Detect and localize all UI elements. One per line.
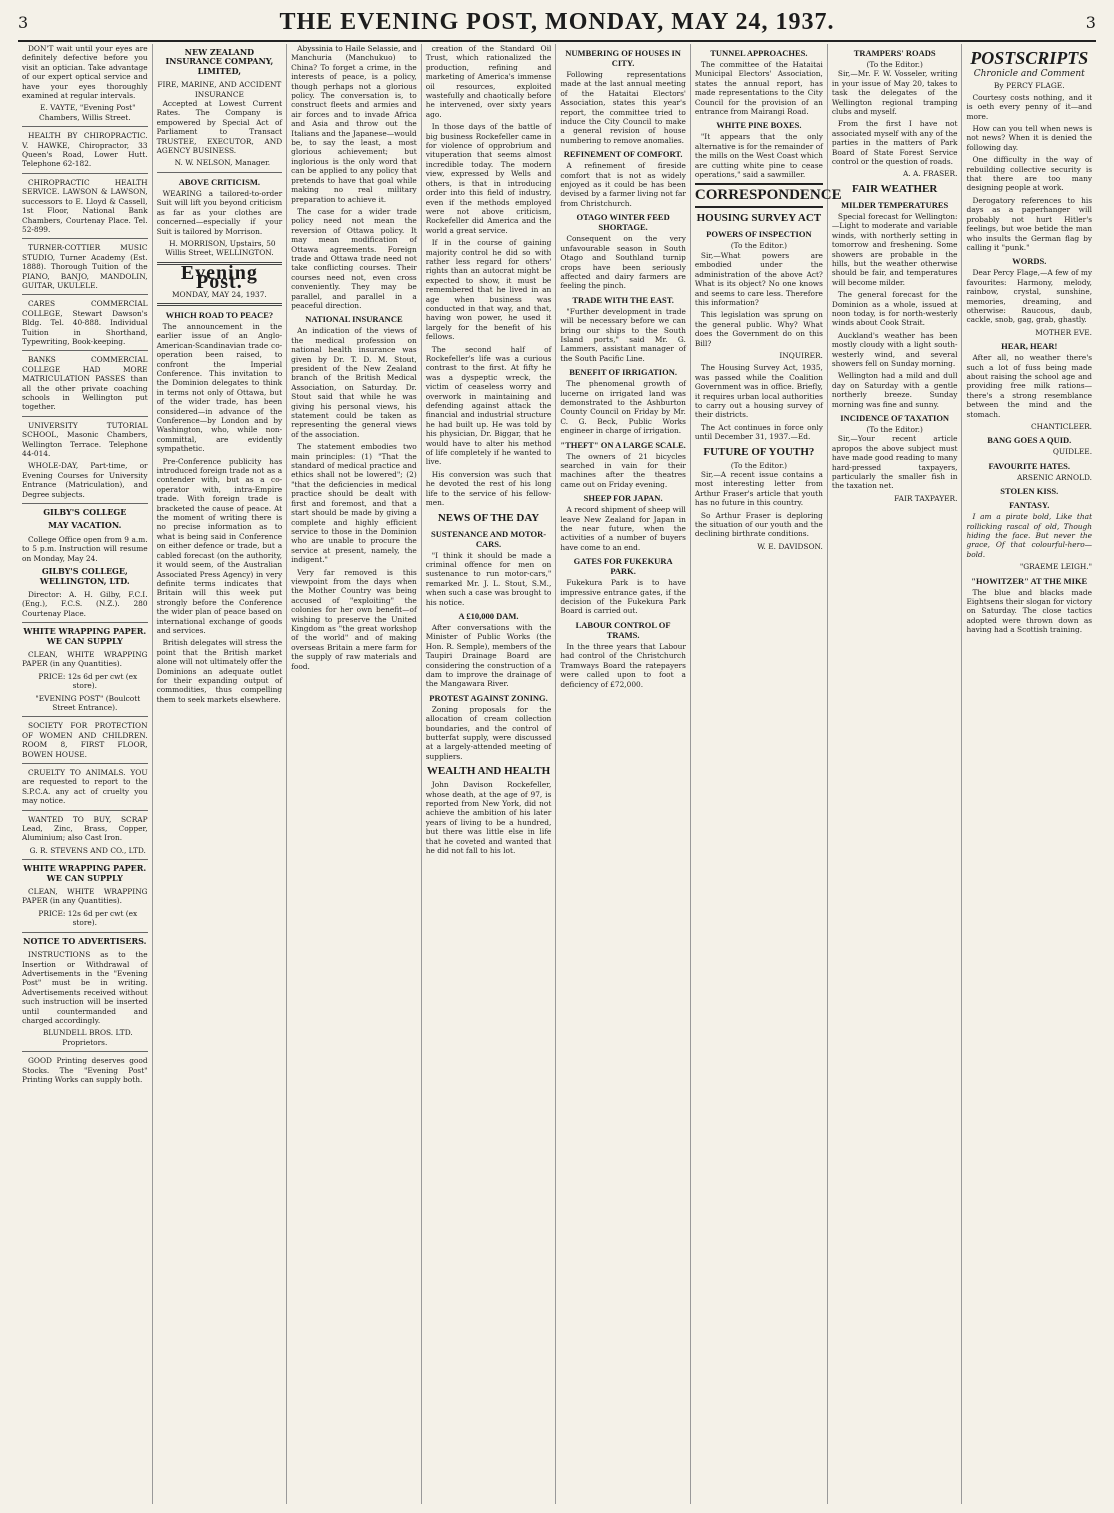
wanted-ad-name: G. R. STEVENS AND CO., LTD. bbox=[29, 845, 146, 855]
news-paragraph: A record shipment of sheep will leave New Zealand for Japan in the near future, when the activities of a number of buyers have come to an end. bbox=[560, 505, 686, 552]
postscript-paragraph: Courtesy costs nothing, and it is oeth every penny of it—and more. bbox=[966, 92, 1093, 121]
signature: QUIDLEE. bbox=[1052, 447, 1093, 457]
howitzer-heading: "HOWITZER" AT THE MIKE bbox=[971, 575, 1088, 586]
divider bbox=[22, 763, 148, 764]
chiropractic-ad: HEALTH BY CHIROPRACTIC. V. HAWKE, Chiropractor, 33 Queen's Road, Lower Hutt. Telephone 62-182. bbox=[22, 131, 148, 169]
insurance-subheading: FIRE, MARINE, AND ACCIDENT INSURANCE bbox=[157, 80, 282, 99]
society-ad: SOCIETY FOR PROTECTION OF WOMEN AND CHILDREN. ROOM 8, FIRST FLOOR, BOWEN HOUSE. bbox=[22, 721, 148, 759]
letter-paragraph: Sir,—Mr. F. W. Vosseler, writing in your issue of May 20, takes to task the delegates of the Wellington regional tramping clubs and myself. bbox=[831, 69, 958, 117]
cruelty-ad: CRUELTY TO ANIMALS. YOU are requested to report to the S.P.C.A. any act of cruelty you may notice. bbox=[22, 768, 148, 806]
divider bbox=[22, 238, 148, 239]
divider bbox=[22, 503, 148, 504]
news-subheading: TRADE WITH THE EAST. bbox=[572, 294, 674, 305]
news-paragraph: A refinement of fireside comfort that is not as widely enjoyed as it could be has been devised by a farmer living not far from Christchurch. bbox=[560, 161, 686, 208]
news-paragraph: Fukekura Park is to have impressive entrance gates, if the decision of the Fukekura Park Board is carried out. bbox=[560, 578, 686, 616]
news-paragraph: Consequent on the very unfavourable season in South Otago and Southland turnip crops have been seriously affected and dairy farmers are feeling the pinch. bbox=[560, 234, 686, 291]
news-paragraph: The committee of the Hataitai Municipal Electors' Association, states the annual report, has made representations to the City Council for the provision of an entrance from Mairangi Road. bbox=[694, 60, 823, 117]
column-correspondence bbox=[691, 44, 842, 1504]
evening-post-entrance: "EVENING POST" (Boulcott Street Entrance). bbox=[35, 693, 141, 712]
news-paragraph: Following representations made at the last annual meeting of the Hataitai Electors' Association, states this year's report, the committee tried to induce the City Council to make a general revision of house numbering to remove anomalies. bbox=[560, 70, 686, 145]
wrapping-paper-text-2: CLEAN, WHITE WRAPPING PAPER (in any Quantities). bbox=[22, 887, 148, 906]
newspaper-title: THE EVENING POST, MONDAY, MAY 24, 1937. bbox=[279, 8, 835, 35]
divider bbox=[157, 172, 283, 173]
correspondence-heading: CORRESPONDENCE bbox=[695, 183, 823, 208]
signature: CHANTICLEER. bbox=[1031, 422, 1093, 431]
editorial-paragraph: Abyssinia to Haile Selassie, and Manchuria (Manchukuo) to China? To forget a crime, in the interests of peace, is a policy, though perhaps not a glorious policy. The conversation is, to construct fleets and armies and air forces and to invade Africa and Asia and throw out the Italians and the Japanese—would be, to say the least, a most glorious achievement; but inglorious is the only word that can be applied to any policy that pretends to have that goal while making no real military preparation to achieve it. bbox=[291, 44, 417, 204]
postscript-paragraph: How can you tell when news is not news? When it is denied the following day. bbox=[966, 124, 1093, 152]
page-number-right: 3 bbox=[1085, 12, 1096, 32]
news-subheading: GATES FOR FUKEKURA PARK. bbox=[573, 556, 673, 577]
column-news-of-the-day bbox=[422, 44, 557, 1504]
to-the-editor: (To the Editor.) bbox=[730, 460, 788, 470]
news-paragraph: "It appears that the only alternative is for the remainder of the mills on the West Coast which are cutting white pine to cease operations," said a sawmiller. bbox=[694, 132, 823, 180]
news-subheading: "THEFT" ON A LARGE SCALE. bbox=[560, 439, 686, 450]
music-studio-ad: TURNER-COTTIER MUSIC STUDIO, Turner Academy (Est. 1888). Thorough Tuition of the PIANO, BANJO, MANDOLIN, GUITAR, UKULELE. bbox=[22, 243, 148, 290]
news-paragraph: Zoning proposals for the allocation of cream collection boundaries, and the control of butterfat supply, were discussed at a largely-attended meeting of suppliers. bbox=[425, 704, 552, 761]
notice-text: INSTRUCTIONS as to the Insertion or Withdrawal of Advertisements in the "Evening Post" must be in writing. Advertisements received without such instruction will be inserted until countermanded and charged accordingly. bbox=[22, 950, 148, 1025]
news-of-the-day-heading: NEWS OF THE DAY bbox=[437, 511, 540, 524]
editorial-paragraph: The case for a wider trade policy need not mean the reversion of Ottawa policy. It may mean modification of Ottawa agreements. Foreign trade and Ottawa trade need not take conflicting courses. Their courses need not, even cross conveniently. They may be parallel, and parallel in a peaceful direction. bbox=[291, 206, 417, 310]
divider bbox=[22, 350, 148, 351]
optician-ad-name: E. VAYTE, "Evening Post" Chambers, Willis Street. bbox=[38, 103, 136, 122]
editor-note: The Act continues in force only until December 31, 1937.—Ed. bbox=[694, 422, 823, 442]
news-subheading: OTAGO WINTER FEED SHORTAGE. bbox=[576, 212, 670, 233]
editorial-paragraph: The announcement in the earlier issue of an Anglo-American-Scandinavian trade co-operation been raised, to confront the Imperial Conference. This invitation to the Dominion delegates to think in terms not only of Ottawa, but of the wider trade, has been considered—in advance of the Conference—by London and by Washington, who, while non-committal, are evidently sympathetic. bbox=[156, 321, 283, 454]
column-news-items bbox=[556, 44, 691, 1504]
banks-college-ad: BANKS COMMERCIAL COLLEGE HAD MORE MATRICULATION PASSES than all the other private coaching schools in Wellington put together. bbox=[22, 355, 148, 412]
divider bbox=[22, 173, 148, 174]
news-subheading: LABOUR CONTROL OF TRAMS. bbox=[575, 619, 671, 640]
postscript-paragraph: Dear Percy Flage,—A few of my favourites: Harmony, melody, rainbow, crystal, sunshine, memories, dreaming, and otherwise: Raucous, daub, cackle, snob, gag, grab, ghastly. bbox=[966, 268, 1093, 325]
postscripts-heading: POSTSCRIPTS bbox=[970, 48, 1089, 68]
letter-signature: A. A. FRASER. bbox=[902, 169, 958, 179]
weather-paragraph: Auckland's weather has been mostly cloudy with a light south-westerly wind, and several showers fell on Sunday morning. bbox=[831, 330, 958, 368]
wrapping-paper-text: CLEAN, WHITE WRAPPING PAPER (in any Quantities). bbox=[22, 649, 148, 669]
postscript-paragraph: Derogatory references to his days as a paperhanger will probably not hurt Hitler's feelings, but woe betide the man who insults the German flag by calling it "punk." bbox=[966, 195, 1093, 252]
signature: MOTHER EVE. bbox=[1035, 327, 1093, 337]
letter-paragraph: This legislation was sprung on the general public. Why? What does the Government do on this Bill? bbox=[694, 310, 823, 348]
to-the-editor: (To the Editor.) bbox=[866, 60, 923, 69]
news-paragraph: The phenomenal growth of lucerne on irrigated land was demonstrated to the Ashburton County Council on Friday by Mr. C. G. Beck, Public Works engineer in charge of irrigation. bbox=[560, 379, 686, 436]
tutorial-school-ad: UNIVERSITY TUTORIAL SCHOOL, Masonic Chambers, Wellington Terrace. Telephone 44-014. bbox=[22, 420, 148, 459]
news-paragraph: In the three years that Labour had control of the Christchurch Tramways Board the ratepayers were called upon to foot a deficiency of £72,000. bbox=[560, 641, 686, 689]
above-criticism-text: WEARING a tailored-to-order Suit will lift you beyond criticism as far as your clothes are concerned—especially if your Suit is tailored by Morrison. bbox=[156, 188, 283, 236]
letter-paragraph: Sir,—Your recent article apropos the above subject must have made good reading to many hard-pressed taxpayers, particularly the smaller fish in the taxation net. bbox=[831, 434, 958, 491]
chiropractic-service-ad: CHIROPRACTIC HEALTH SERVICE. LAWSON & LAWSON, successors to E. Lloyd & Cassell, 1st Floor, National Bank Chambers, Courtenay Place. Tel. 52-899. bbox=[22, 177, 148, 234]
blundell-bros: BLUNDELL BROS. LTD. Proprietors. bbox=[42, 1028, 133, 1047]
wealth-and-health-heading: WEALTH AND HEALTH bbox=[426, 765, 551, 778]
news-subheading: WHITE PINE BOXES. bbox=[716, 120, 802, 131]
column-national-insurance bbox=[287, 44, 422, 1504]
column-editorial bbox=[153, 44, 288, 1504]
byline: By PERCY FLAGE. bbox=[993, 81, 1065, 91]
postscripts-subheading: Chronicle and Comment bbox=[973, 69, 1085, 79]
editorial-heading: WHICH ROAD TO PEACE? bbox=[165, 309, 274, 320]
hear-hear-heading: HEAR, HEAR! bbox=[1001, 341, 1058, 352]
letter-paragraph: Sir,—What powers are embodied under the administration of the above Act? What is its object? No one knows and seems to care less. Therefore this information? bbox=[694, 250, 823, 307]
postscript-paragraph: After all, no weather there's such a lot of fuss being made about raising the school age and providing free milk rations—there's a strong resemblance between the mind and the stomach. bbox=[966, 353, 1093, 419]
masthead bbox=[18, 4, 1096, 42]
good-printing-ad: GOOD Printing deserves good Stocks. The "Evening Post" Printing Works can supply both. bbox=[22, 1056, 148, 1084]
letter-paragraph: Sir,—A recent issue contains a most interesting letter from Arthur Fraser's article that youth has no future in this country. bbox=[694, 470, 823, 508]
favourite-hates-heading: FAVOURITE HATES. bbox=[988, 460, 1071, 471]
gilby-director: Director: A. H. Gilby, F.C.I. (Eng.), F.C.S. (N.Z.). 280 Courtenay Place. bbox=[22, 589, 148, 618]
news-subheading: TUNNEL APPROACHES. bbox=[710, 48, 808, 58]
above-criticism-heading: ABOVE CRITICISM. bbox=[178, 176, 260, 187]
wrapping-paper-heading-2: WHITE WRAPPING PAPER. WE CAN SUPPLY bbox=[23, 863, 147, 883]
divider bbox=[22, 859, 148, 860]
signature: "GRAEME LEIGH." bbox=[1019, 562, 1093, 572]
column-classifieds bbox=[18, 44, 153, 1504]
postscript-paragraph: The blue and blacks made Eightsens their slogan for victory on Saturday. The close tactics adopted were thrown down as having had a Scottish training. bbox=[966, 587, 1093, 635]
stolen-kiss-heading: STOLEN KISS. bbox=[1000, 486, 1059, 497]
article-paragraph: Very far removed is this viewpoint from the days when the Mother Country was being accused of "exploiting" the colonies for her own benefit—of wishing to preserve the United Kingdom as "the great workshop of the world" and of making overseas Britain a mere farm for the supply of raw materials and food. bbox=[291, 567, 417, 671]
trampers-roads-heading: TRAMPERS' ROADS bbox=[853, 48, 936, 58]
divider bbox=[22, 416, 148, 417]
divider bbox=[22, 126, 148, 127]
postscript-paragraph: One difficulty in the way of rebuilding collective security is that there are too many designing people at work. bbox=[966, 155, 1093, 193]
news-paragraph: "I think it should be made a criminal offence for men on sustenance to run motor-cars," remarked Mr. J. L. Stout, S.M., when such a case was brought to his notice. bbox=[425, 550, 552, 607]
divider bbox=[22, 716, 148, 717]
to-the-editor: (To the Editor.) bbox=[730, 241, 788, 251]
page-number-left: 3 bbox=[18, 12, 29, 32]
incidence-of-taxation-heading: INCIDENCE OF TAXATION bbox=[840, 413, 950, 423]
commercial-college-ad: CARES COMMERCIAL COLLEGE, Stewart Dawson's Bldg. Tel. 40-888. Individual Tuition in Shorthand, Typewriting, Book-keeping. bbox=[22, 299, 148, 346]
housing-survey-subheading: POWERS OF INSPECTION bbox=[706, 229, 812, 240]
news-subheading: SHEEP FOR JAPAN. bbox=[583, 493, 663, 504]
article-paragraph: If in the course of gaining majority control he did so with rather less regard for others' rights than an autocrat might be expected to show, it must be remembered that he lived in an age when business was conducted in that way, and that, having won power, he used it largely for the benefit of his fellows. bbox=[425, 238, 552, 342]
housing-survey-heading: HOUSING SURVEY ACT bbox=[696, 212, 822, 225]
national-insurance-heading: NATIONAL INSURANCE bbox=[305, 314, 403, 325]
gilby-text: College Office open from 9 a.m. to 5 p.m. Instruction will resume on Monday, May 24. bbox=[22, 534, 148, 563]
news-paragraph: After conversations with the Minister of Public Works (the Hon. R. Semple), members of the Taupiri Drainage Board are considering the construction of a dam to improve the drainage of the Mangawara River. bbox=[425, 622, 552, 689]
news-subheading: PROTEST AGAINST ZONING. bbox=[429, 692, 548, 703]
courses-ad: WHOLE-DAY, Part-time, or Evening Courses for University Entrance (Matriculation), and Degree subjects. bbox=[22, 461, 148, 499]
news-subheading: A £10,000 DAM. bbox=[458, 610, 519, 621]
article-paragraph: The second half of Rockefeller's life was a curious contrast to the first. At fifty he was a dyspeptic wreck, the victim of ceaseless worry and overwork in maintaining and defending against attack the financial and industrial structure he had built up. He was told by his physician, Dr. Biggar, that he would have to alter his method of life completely if he wanted to live. bbox=[425, 344, 552, 467]
wanted-ad: WANTED TO BUY, SCRAP Lead, Zinc, Brass, Copper, Aluminium; also Cast Iron. bbox=[22, 814, 148, 843]
wrapping-paper-price: PRICE: 12s 6d per cwt (ex store). bbox=[38, 671, 138, 691]
insurance-heading: NEW ZEALAND INSURANCE COMPANY, LIMITED, bbox=[165, 47, 274, 76]
future-of-youth-heading: FUTURE OF YOUTH? bbox=[703, 445, 815, 458]
letter-paragraph: From the first I have not associated myself with any of the parties in the matters of Park Board of State Forest Service control or the question of roads. bbox=[831, 119, 958, 167]
letter-signature: W. E. DAVIDSON. bbox=[757, 541, 823, 551]
editorial-paragraph: British delegates will stress the point that the British market alone will not ultimately offer the Dominions an adequate outlet for their expanding output of commodities, thus compelling them to seek markets elsewhere. bbox=[156, 638, 283, 704]
wrapping-paper-price-2: PRICE: 12s 6d per cwt (ex store). bbox=[38, 908, 138, 928]
fantasy-heading: FANTASY. bbox=[1009, 500, 1050, 511]
wrapping-paper-heading: WHITE WRAPPING PAPER. WE CAN SUPPLY bbox=[23, 626, 147, 646]
bang-goes-a-quid-heading: BANG GOES A QUID. bbox=[987, 435, 1072, 446]
paper-nameplate: Evening Post. bbox=[180, 261, 258, 294]
gilby-vacation: MAY VACATION. bbox=[48, 520, 122, 531]
morrison-address: H. MORRISON, Upstairs, 50 Willis Street, WELLINGTON. bbox=[165, 238, 276, 258]
letter-paragraph: So Arthur Fraser is deploring the situation of our youth and the declining birthrate conditions. bbox=[694, 510, 823, 539]
paper-date: MONDAY, MAY 24, 1937. bbox=[171, 289, 267, 299]
letter-signature: INQUIRER. bbox=[779, 350, 823, 360]
poem: I am a pirate bold, Like that rollicking rascal of old, Though hiding the face. But never the grace, Of that colourful-hero—bold. bbox=[966, 512, 1093, 559]
insurance-text: Accepted at Lowest Current Rates. The Company is empowered by Special Act of Parliament to Transact TRUSTEE, EXECUTOR, AND AGENCY BUSINESS. bbox=[156, 99, 283, 156]
to-the-editor: (To the Editor.) bbox=[866, 425, 923, 434]
article-paragraph: The statement embodies two main principles: (1) "That the standard of medical practice and ethics shall not be lowered"; (2) "that the deficiencies in medical practice should be dealt with first and foremost, and that a start should be made by giving a complete and highly efficient service to those in the Dominion who are unable to procure the service at present, namely, the indigent." bbox=[291, 442, 417, 565]
article-paragraph: In those days of the battle of big business Rockefeller came in for violence of opprobrium and vituperation that seems almost incredible today. The modern view, expressed by Wells and others, is that in introducing order into this field of industry, even if the methods employed were not above criticism, Rockefeller did America and the world a great service. bbox=[425, 122, 552, 235]
divider bbox=[22, 810, 148, 811]
columns bbox=[18, 44, 1096, 1504]
article-paragraph: An indication of the views of the medical profession on national health insurance was given by Dr. T. D. M. Stout, president of the New Zealand branch of the British Medical Association, on Saturday. Dr. Stout said that while he was giving his personal views, his statement could be taken as representing the general views of the association. bbox=[291, 326, 417, 439]
news-subheading: BENEFIT OF IRRIGATION. bbox=[569, 367, 677, 378]
gilby-college-heading: GILBY'S COLLEGE bbox=[43, 507, 127, 518]
divider bbox=[22, 932, 148, 933]
gilby-college-ltd: GILBY'S COLLEGE, WELLINGTON, LTD. bbox=[39, 566, 130, 586]
optician-ad: DON'T wait until your eyes are definitely defective before you visit an optician. Take advantage of our expert optical service and have your eyes thoroughly examined at regular intervals. bbox=[22, 44, 148, 101]
divider bbox=[157, 303, 283, 306]
fair-weather-subheading: MILDER TEMPERATURES bbox=[841, 199, 949, 210]
news-subheading: SUSTENANCE AND MOTOR-CARS. bbox=[430, 528, 547, 549]
weather-paragraph: Special forecast for Wellington:—Light to moderate and variable winds, with northerly setting in tomorrow and freshening. Some showers are probable in the hills, but the weather otherwise should be fair, and temperatures will become milder. bbox=[831, 211, 958, 287]
column-postscripts bbox=[962, 44, 1096, 1504]
divider bbox=[22, 622, 148, 623]
column-trampers-weather bbox=[828, 44, 963, 1504]
insurance-manager: N. W. NELSON, Manager. bbox=[174, 158, 271, 168]
news-subheading: REFINEMENT OF COMFORT. bbox=[563, 149, 683, 160]
news-paragraph: "Further development in trade will be necessary before we can bring our ships to the South Island ports," said Mr. G. Lammers, assistant manager of the South Pacific Line. bbox=[560, 306, 686, 363]
news-subheading: NUMBERING OF HOUSES IN CITY. bbox=[565, 48, 681, 68]
words-heading: WORDS. bbox=[1012, 256, 1047, 267]
fair-weather-heading: FAIR WEATHER bbox=[852, 182, 938, 195]
letter-signature: FAIR TAXPAYER. bbox=[894, 493, 958, 503]
weather-paragraph: The general forecast for the Dominion as a whole, issued at noon today, is for north-westerly winds about Cook Strait. bbox=[831, 290, 958, 328]
divider bbox=[22, 294, 148, 295]
letter-paragraph: The Housing Survey Act, 1935, was passed while the Coalition Government was in office. Briefly, it requires urban local authorities to carry out a housing survey of their districts. bbox=[694, 363, 823, 420]
article-paragraph: creation of the Standard Oil Trust, which rationalized the production, refining and marketing of America's immense oil resources, exploited wastefully and chaotically before he intervened, over sixty years ago. bbox=[425, 44, 552, 119]
article-paragraph: His conversion was such that he devoted the rest of his long life to the service of his fellow-men. bbox=[425, 469, 552, 508]
weather-paragraph: Wellington had a mild and dull day on Saturday with a gentle northerly breeze. Sunday morning was fine and sunny. bbox=[831, 371, 958, 409]
article-paragraph: John Davison Rockefeller, whose death, at the age of 97, is reported from New York, did not achieve the ambition of his later years of living to be a hundred, but there was little else in life that he coveted and wanted that he did not fall to his lot. bbox=[425, 780, 552, 856]
signature: ARSENIC ARNOLD. bbox=[1016, 472, 1093, 482]
notice-heading: NOTICE TO ADVERTISERS. bbox=[23, 935, 147, 946]
divider bbox=[22, 1051, 148, 1052]
news-paragraph: The owners of 21 bicycles searched in vain for their machines after the theatres came out on Friday evening. bbox=[560, 451, 686, 489]
editorial-paragraph: Pre-Conference publicity has introduced foreign trade not as a contender with, but as a co-operator with, intra-Empire trade. With foreign trade is bracketed the cause of peace. At the moment of writing there is no precise information as to what is being said in Conference on either defence or trade, but a cabled forecast (on the authority, it would seem, of the Australian Associated Press Agency) in very definite terms indicates that Britain will this week put strongly before the Conference the wider plan of peace based on international exchange of goods and services. bbox=[156, 456, 283, 635]
